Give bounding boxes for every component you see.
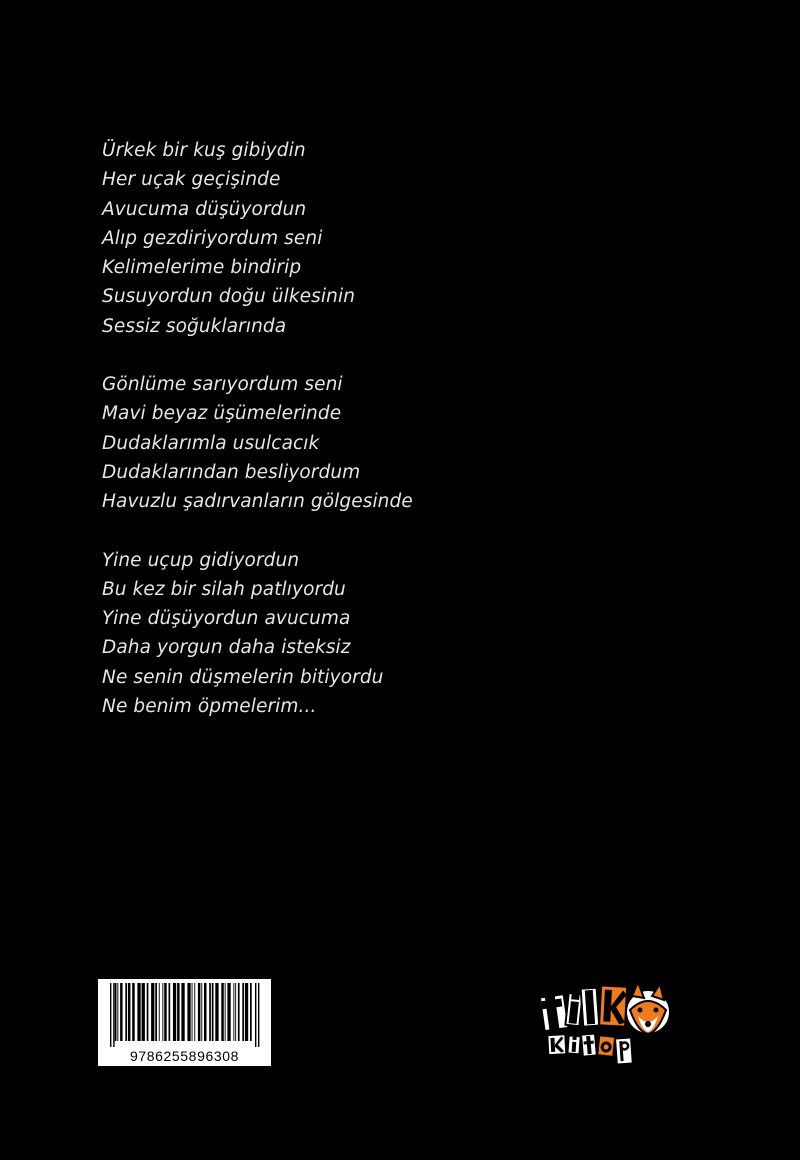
barcode-bar [227,983,230,1041]
barcode-bar [117,983,118,1041]
poem-line: Dudaklarımla usulcacık [102,432,320,454]
barcode-bar [177,983,180,1041]
barcode-bar [215,983,218,1041]
poem-line: Alıp gezdiriyordum seni [102,227,323,249]
barcode-bar [258,983,259,1047]
barcode-bar [162,983,163,1041]
barcode-bar [151,983,154,1041]
barcode-bar [169,983,171,1041]
poem-line: Bu kez bir silah patlıyordu [102,578,346,600]
barcode-bar [221,983,224,1041]
barcode-bar [209,983,211,1041]
barcode-bar [147,983,149,1041]
barcode-bar [250,983,252,1041]
barcode-bar [194,983,195,1041]
poem [102,136,702,750]
poem-line: Daha yorgun daha isteksiz [102,637,351,659]
barcode-bar [198,983,201,1041]
barcode-bar [137,983,140,1041]
barcode-bar [115,983,117,1041]
barcode-bar [225,983,226,1041]
barcode-bar [142,983,145,1041]
barcode-bar [173,983,176,1041]
poem-line: Her uçak geçişinde [102,169,281,191]
barcode-bar [155,983,157,1041]
fox-logo-icon [540,980,672,1068]
publisher-logo [540,980,672,1068]
poem-line: Ne senin düşmelerin bitiyordu [102,666,384,688]
poem-line: Dudaklarından besliyordum [102,461,361,483]
barcode-bar [245,983,248,1041]
barcode-bar [235,983,236,1041]
barcode-bar [132,983,135,1041]
barcode-bar [192,983,193,1041]
barcode-bar [164,983,167,1041]
stanza-1 [102,136,702,341]
poem-line: Yine düşüyordun avucuma [102,608,351,630]
poem-line: Avucuma düşüyordun [102,198,307,220]
barcode-bar [128,983,130,1041]
stanza-2 [102,370,702,516]
isbn-number: 9786255896308 [129,1048,240,1064]
barcode-bar [159,983,160,1041]
barcode-bar [255,983,256,1047]
barcode-bar [120,983,123,1041]
barcode-bar [238,983,240,1041]
barcode-bar [125,983,127,1041]
barcode-bar [212,983,214,1041]
barcode-bar [113,983,114,1047]
poem-line: Sessiz soğuklarında [102,315,287,337]
barcode-bar [233,983,234,1041]
poem-line: Mavi beyaz üşümelerinde [102,403,342,425]
poem-line: Susuyordun doğu ülkesinin [102,286,356,308]
poem-line: Ürkek bir kuş gibiydin [102,140,306,161]
barcode-bar [187,983,190,1041]
isbn-barcode [98,979,271,1066]
poem-line: Kelimelerime bindirip [102,257,302,279]
poem-line: Gönlüme sarıyordum seni [102,374,343,396]
poem-line: Havuzlu şadırvanların gölgesinde [102,491,413,513]
stanza-3 [102,546,702,722]
barcode-bar [201,983,202,1041]
barcode-bar [204,983,207,1041]
barcode-bar [242,983,244,1041]
poem-line: Yine uçup gidiyordun [102,549,300,571]
barcode-bar [181,983,184,1041]
poem-line: Ne benim öpmelerim... [102,696,317,718]
barcode-bar [110,983,111,1047]
